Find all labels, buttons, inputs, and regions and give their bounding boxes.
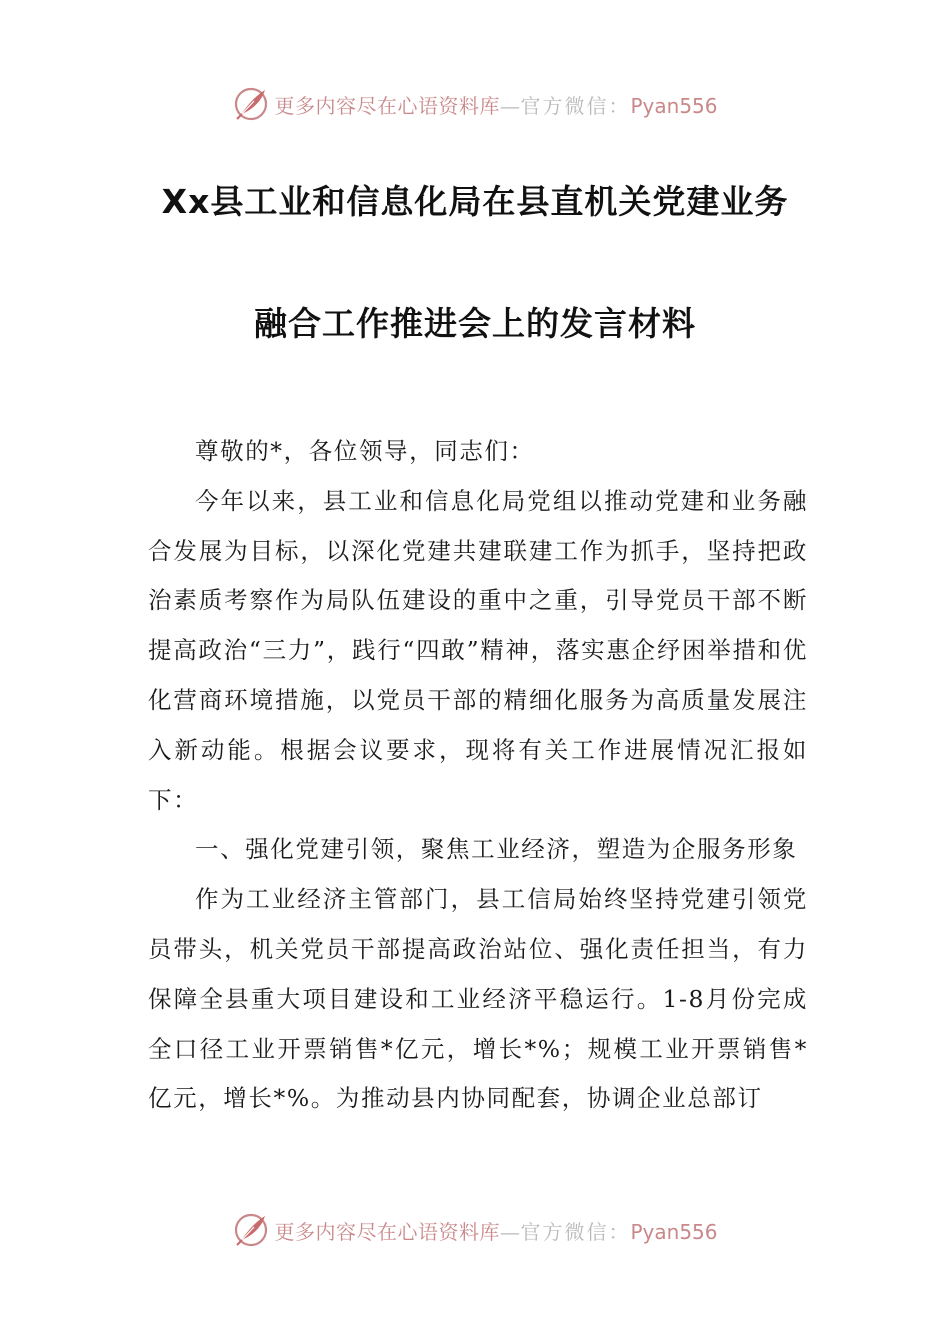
greeting-paragraph: 尊敬的*，各位领导，同志们： — [195, 437, 535, 465]
watermark-wechat-id: Pyan556 — [630, 93, 718, 118]
watermark-wechat-id: Pyan556 — [630, 1219, 718, 1244]
document-title-line2: 融合工作推进会上的发言材料 — [254, 304, 696, 343]
document-body — [148, 427, 808, 1124]
watermark-label: 官方微信： — [520, 1219, 631, 1244]
watermark-main: 更多内容尽在心语资料库 — [274, 93, 500, 118]
watermark-separator: — — [499, 93, 521, 118]
watermark-text — [274, 1216, 717, 1245]
quill-logo-icon — [232, 85, 270, 123]
section-paragraph-1: 作为工业经济主管部门，县工信局始终坚持党建引领党员带头，机关党员干部提高政治站位、强化责任担当，有力保障全县重大项目建设和工业经济平稳运行。1-8月份完成全口径工业开票销售*亿元，增长*%；规模工业开票销售*亿元，增长*%。为推动县内协同配套，协调企业总部订 — [148, 885, 808, 1113]
watermark-banner-bottom — [0, 1208, 950, 1252]
section-heading-1: 一、强化党建引领，聚焦工业经济，塑造为企服务形象 — [195, 835, 798, 864]
quill-logo-icon — [232, 1211, 270, 1249]
document-title-line1: Xx县工业和信息化局在县直机关党建业务 — [161, 182, 789, 221]
watermark-label: 官方微信： — [520, 93, 631, 118]
watermark-main: 更多内容尽在心语资料库 — [274, 1219, 500, 1244]
intro-paragraph: 今年以来，县工业和信息化局党组以推动党建和业务融合发展为目标，以深化党建共建联建工作为抓手，坚持把政治素质考察作为局队伍建设的重中之重，引导党员干部不断提高政治“三力”，践行“四敢”精神，落实惠企纾困举措和优化营商环境措施，以党员干部的精细化服务为高质量发展注入新动能。根据会议要求，现将有关工作进展情况汇报如下： — [148, 486, 808, 814]
watermark-text — [274, 90, 717, 119]
watermark-separator: — — [499, 1219, 521, 1244]
watermark-banner-top — [0, 82, 950, 126]
